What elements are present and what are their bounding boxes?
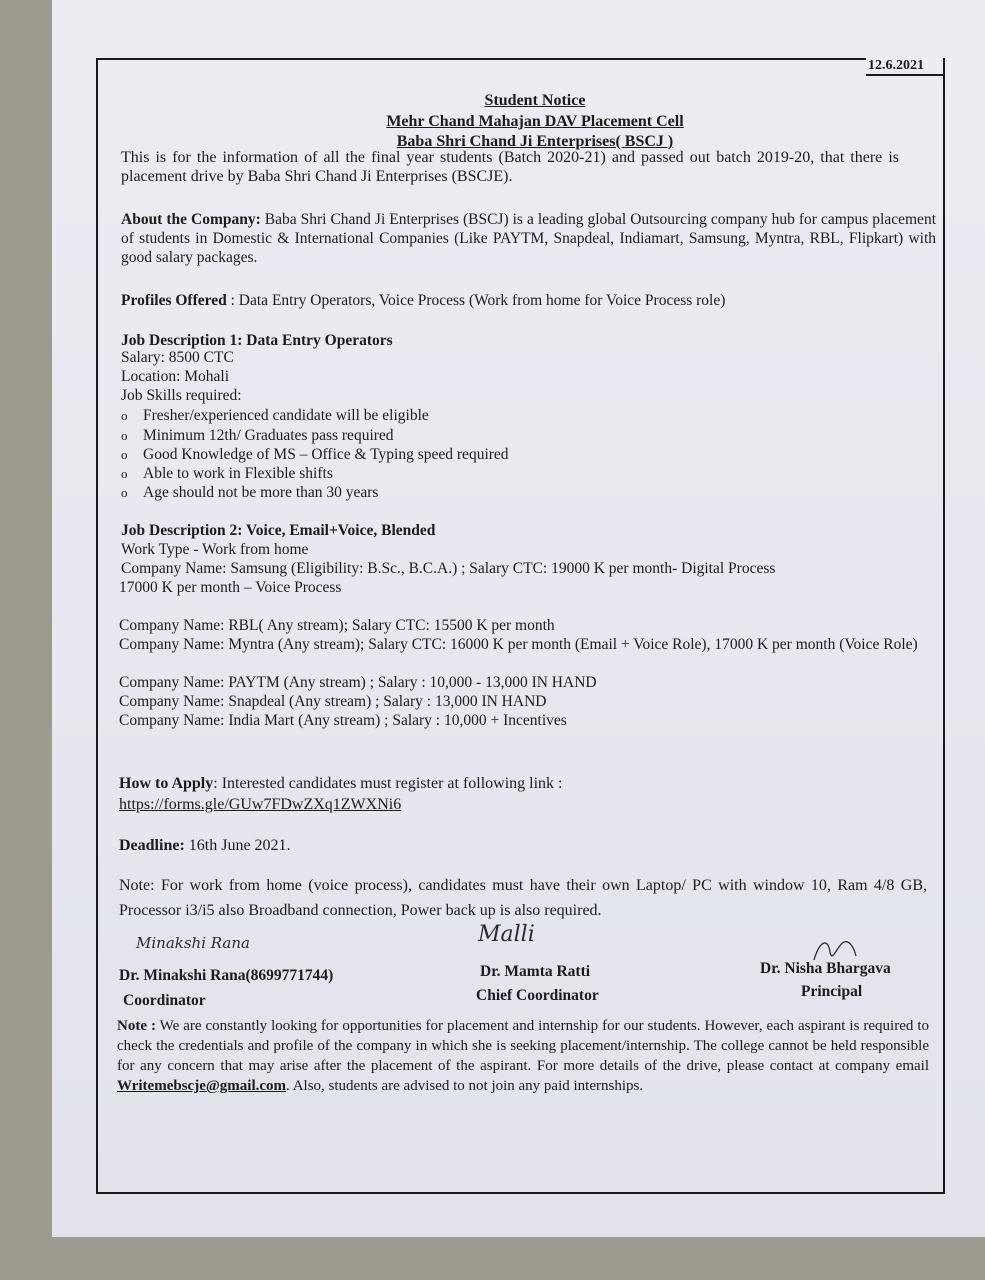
note-label: Note :: [117, 1018, 156, 1034]
deadline: [119, 836, 291, 855]
skill-item: o Fresher/experienced candidate will be eligible: [121, 407, 429, 424]
job2-myntra: Company Name: Myntra (Any stream); Salary CTC: 16000 K per month (Email + Voice Role), 17000 K per month (Voice Role): [119, 636, 918, 653]
deadline-label: Deadline:: [119, 837, 185, 854]
signature-minakshi: Minakshi Rana: [136, 934, 250, 952]
skill-item: o Minimum 12th/ Graduates pass required: [121, 427, 394, 444]
notice-date: 12.6.2021: [868, 58, 924, 73]
signatory-role-nisha: Principal: [801, 983, 863, 1000]
signatory-role-mamta: Chief Coordinator: [476, 987, 599, 1004]
apply-label: How to Apply: [119, 775, 214, 792]
company-heading: Baba Shri Chand Ji Enterprises( BSCJ ): [396, 133, 674, 150]
signatory-name-minakshi: Dr. Minakshi Rana(8699771744): [119, 967, 334, 984]
notice-title: Student Notice: [484, 92, 586, 109]
about-company-paragraph: [121, 210, 936, 267]
signatory-name-nisha: Dr. Nisha Bhargava: [760, 960, 891, 977]
job2-paytm: Company Name: PAYTM (Any stream) ; Salary : 10,000 - 13,000 IN HAND: [119, 674, 597, 691]
profiles-text: : Data Entry Operators, Voice Process (Work from home for Voice Process role): [226, 292, 726, 309]
note-requirements: Note: For work from home (voice process), candidates must have their own Laptop/ PC with window 10, Ram 4/8 GB, Processor i3/i5 also Broadband connection, Power back up is also required.: [119, 877, 927, 919]
profiles-label: Profiles Offered: [121, 292, 227, 309]
job2-indiamart: Company Name: India Mart (Any stream) ; Salary : 10,000 + Incentives: [119, 712, 567, 729]
skill-item: o Age should not be more than 30 years: [121, 484, 379, 501]
company-email-link[interactable]: Writemebscje@gmail.com: [117, 1078, 287, 1094]
apply-text: : Interested candidates must register at following link :: [213, 775, 563, 792]
job1-title: Job Description 1: Data Entry Operators: [121, 332, 393, 349]
note-text: We are constantly looking for opportunities for placement and internship for our students. However, each aspirant is required to check the credentials and profile of the company in which she is seeking placement/internship. The college cannot be held responsible for any concern that may arise after the placement of the aspirant. For more details of the drive, please contact at company email: [117, 1018, 929, 1074]
note-disclaimer: [117, 1016, 929, 1096]
border-top: [96, 58, 866, 60]
job1-skills-label: Job Skills required:: [121, 387, 242, 404]
about-text: Baba Shri Chand Ji Enterprises (BSCJ) is a leading global Outsourcing company hub for campus placement of students in Domestic & International Companies (Like PAYTM, Snapdeal, Indiamart, Samsung, Myntra, RBL, Flipkart) with good salary packages.: [121, 211, 936, 266]
apply-link[interactable]: https://forms.gle/GUw7FDwZXq1ZWXNi6: [119, 796, 402, 813]
job2-samsung-voice: 17000 K per month – Voice Process: [119, 579, 342, 596]
job1-salary: Salary: 8500 CTC: [121, 349, 234, 366]
deadline-text: 16th June 2021.: [184, 837, 291, 854]
job2-samsung: Company Name: Samsung (Eligibility: B.Sc., B.C.A.) ; Salary CTC: 19000 K per month- Digital Process: [121, 560, 776, 577]
job1-location: Location: Mohali: [121, 368, 230, 385]
job2-rbl: Company Name: RBL( Any stream); Salary CTC: 15500 K per month: [119, 617, 555, 634]
profiles-offered: [121, 291, 725, 310]
note-text-end: . Also, students are advised to not join any paid internships.: [286, 1078, 644, 1094]
notice-subtitle: Mehr Chand Mahajan DAV Placement Cell: [386, 113, 684, 130]
how-to-apply: [119, 774, 563, 793]
about-label: About the Company:: [121, 211, 261, 228]
border-top-right: [866, 74, 945, 76]
intro-paragraph: This is for the information of all the final year students (Batch 2020-21) and passed out batch 2019-20, that there is placement drive by Baba Shri Chand Ji Enterprises (BSCJE).: [121, 149, 899, 185]
signatory-role-minakshi: Coordinator: [123, 992, 206, 1009]
skill-item: o Able to work in Flexible shifts: [121, 465, 333, 482]
job2-work-type: Work Type - Work from home: [121, 541, 309, 558]
signature-mamta: Malli: [478, 922, 535, 947]
skill-item: o Good Knowledge of MS – Office & Typing speed required: [121, 446, 509, 463]
signatory-name-mamta: Dr. Mamta Ratti: [480, 963, 591, 980]
job2-snapdeal: Company Name: Snapdeal (Any stream) ; Salary : 13,000 IN HAND: [119, 693, 547, 710]
job2-title: Job Description 2: Voice, Email+Voice, Blended: [121, 522, 436, 539]
